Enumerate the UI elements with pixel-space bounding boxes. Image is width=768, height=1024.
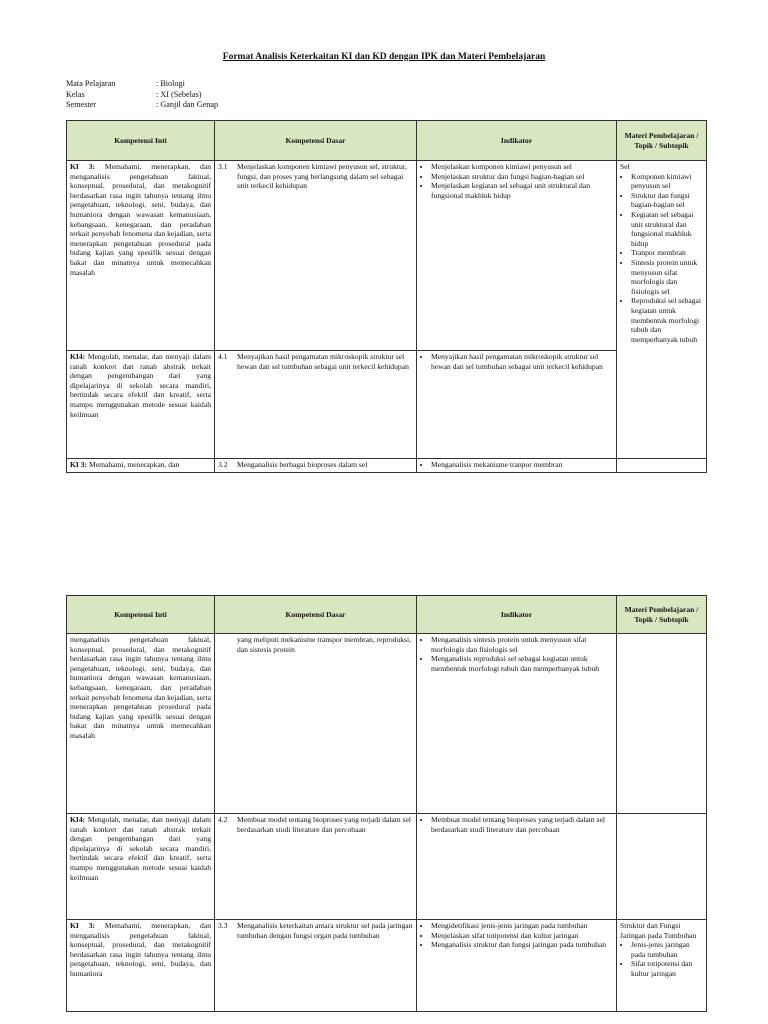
ki-cell <box>67 920 215 1012</box>
indikator-cell <box>417 920 617 1012</box>
header-kompetensi-dasar: Kompetensi Dasar <box>215 121 417 161</box>
ki-code: KI 3: <box>70 921 96 930</box>
table-row <box>67 459 707 473</box>
indikator-item: • Mengidetifikasi jenis-jenis jaringan pada tumbuhan <box>431 921 613 931</box>
kd-text: Menganalisis keterkaitan antara struktur sel pada jaringan tumbuhan dengan fungsi organ pada tumbuhan <box>237 921 413 940</box>
kd-number: 4.1 <box>218 352 228 361</box>
indikator-cell <box>417 351 617 459</box>
page-title: Format Analisis Keterkaitan KI dan KD dengan IPK dan Materi Pembelajaran <box>222 52 546 62</box>
ki-cell <box>67 351 215 459</box>
meta-value: : Biologi <box>156 79 185 88</box>
table-row <box>67 814 707 920</box>
materi-item: • Kegiatan sel sebagai unit struktural dan fungsional makhluk hidup <box>631 210 703 248</box>
ki-text: Mengolah, menalar, dan menyaji dalam ranah konkret dan ranah abstrak terkait dengan pengembangan dari yang dipelajarinya di sekolah secara mandiri, bertindak secara efektif dan kreatif, serta mampu menggunakan metode sesuai kaidah keilmuan <box>70 352 211 419</box>
materi-cell <box>617 920 707 1012</box>
analysis-table-page2 <box>66 595 707 1012</box>
meta-value: : XI (Sebelas) <box>156 89 202 99</box>
kd-number: 3.2 <box>218 460 228 469</box>
indikator-cell <box>417 459 617 473</box>
kd-text: Menjelaskan komponen kimiawi penyusun sel, struktur, fungsi, dan proses yang berlangsung dalam sel sebagai unit terkecil kehidupan <box>237 162 407 191</box>
analysis-table-page1 <box>66 120 707 473</box>
kd-cell <box>215 351 417 459</box>
materi-item: • Reproduksi sel sebagai kegiatan untuk membentuk morfologi tubuh dan memperbanyak tubuh <box>631 296 703 344</box>
materi-cell <box>617 814 707 920</box>
indikator-item: • Menjelaskan komponen kimiawi penyusun sel <box>431 162 613 172</box>
materi-cell <box>617 634 707 814</box>
indikator-item: • Menjelaskan kegiatan sel sebagai unit struktural dan fungsional makhluk hidup <box>431 181 613 200</box>
kd-text: Membuat model tentang bioproses yang terjadi dalam sel berdasarkan studi literature dan percobaan <box>237 815 411 834</box>
meta-row-class <box>66 90 218 101</box>
indikator-item: • Membuat model tentang bioproses yang terjadi dalam sel berdasarkan studi literature dan percobaan <box>431 815 613 834</box>
ki-text: Memahami, menerapkan, dan menganalisis pengetahuan faktual, konseptual, prosedural, dan metakognitif berdasarkan rasa ingin tahunya tentang ilmu pengetahuan, teknologi, seni, budaya, dan humaniora dengan wawasan kemanusiaan, kebangsaan, kenegaraan, dan peradaban terkait penyebab fenomena dan kejadian, serta menerapkan pengetahuan prosedural pada bidang kajian yang spesifik sesuai dengan bakat dan minatnya untuk memecahkan masalah <box>70 162 211 277</box>
kd-number: 3.1 <box>218 162 228 171</box>
ki-code: KI4: <box>70 352 86 361</box>
kd-text: Menyajikan hasil pengamatan mikroskopik struktur sel hewan dan sel tumbuhan sebagai unit terkecil kehidupan <box>237 352 409 371</box>
indikator-cell <box>417 634 617 814</box>
indikator-item: • Menganalisis sintesis protein untuk menyusun sifat morfologis dan fisiologis sel <box>431 635 613 654</box>
materi-heading: Struktur dan Fungsi Jaringan pada Tumbuhan <box>620 921 697 940</box>
ki-code: KI4: <box>70 815 86 824</box>
meta-label: Kelas <box>66 89 85 99</box>
ki-text: menganalisis pengetahuan faktual, konseptual, prosedural, dan metakognitif berdasarkan rasa ingin tahunya tentang ilmu pengetahuan, teknologi, seni, budaya, dan humaniora dengan wawasan kemanusiaan, kebangsaan, kenegaraan, dan peradaban terkait penyebab fenomena dan kejadian, serta menerapkan pengetahuan prosedural pada bidang kajian yang spesifik sesuai dengan bakat dan minatnya untuk memecahkan masalah <box>70 635 211 740</box>
table-row <box>67 634 707 814</box>
header-kompetensi-dasar: Kompetensi Dasar <box>215 596 417 634</box>
ki-cell <box>67 634 215 814</box>
materi-item: • Struktur dan fungsi bagian-bagian sel <box>631 191 703 210</box>
indikator-item: • Menganalisis struktur dan fungsi jaringan pada tumbuhan <box>431 940 613 950</box>
meta-label: Semester <box>66 100 97 109</box>
ki-code: KI 3: <box>70 460 88 469</box>
ki-code: KI 3: <box>70 162 96 171</box>
kd-cell <box>215 814 417 920</box>
kd-number: 4.2 <box>218 815 228 824</box>
indikator-item: • Menjelaskan struktur dan fungsi bagian-bagian sel <box>431 172 613 182</box>
materi-cell <box>617 161 707 459</box>
header-materi: Materi Pembelajaran / Topik / Subtopik <box>617 121 707 161</box>
kd-text: Menganalisis berbagai bioproses dalam sel <box>237 460 368 469</box>
header-indikator: Indikator <box>417 596 617 634</box>
table-row <box>67 920 707 1012</box>
ki-text: Mengolah, menalar, dan menyaji dalam ranah konkret dan ranah abstrak terkait dengan pengembangan dari yang dipelajarinya di sekolah secara mandiri, bertindak secara efektif dan kreatif, serta mampu menggunakan metode sesuai kaidah keilmuan <box>70 815 211 882</box>
materi-item: • Komponen kimiawi penyusun sel <box>631 172 703 191</box>
indikator-cell <box>417 814 617 920</box>
materi-item: • Tranpor membran <box>631 248 703 258</box>
ki-text: Memahami, menerapkan, dan <box>89 460 180 469</box>
ki-cell <box>67 459 215 473</box>
header-indikator: Indikator <box>417 121 617 161</box>
meta-value: : Ganjil dan Genap <box>156 100 219 109</box>
kd-number: 3.3 <box>218 921 228 930</box>
subject-info <box>66 79 218 111</box>
header-kompetensi-inti: Kompetensi Inti <box>67 596 215 634</box>
indikator-item: • Menyajikan hasil pengamatan mikroskopik struktur sel hewan dan sel tumbuhan sebagai unit terkecil kehidupan <box>431 352 613 371</box>
indikator-item: • Menjelaskan sifat totipotensi dan kultur jaringan <box>431 931 613 941</box>
table-header-row <box>67 121 707 161</box>
header-kompetensi-inti: Kompetensi Inti <box>67 121 215 161</box>
indikator-cell <box>417 161 617 351</box>
materi-item: • Sintesis protein untuk menyusun sifat morfologis dan fisiologis sel <box>631 258 703 296</box>
kd-cell <box>215 161 417 351</box>
kd-cell <box>215 920 417 1012</box>
ki-cell <box>67 161 215 351</box>
kd-cell <box>215 459 417 473</box>
materi-cell <box>617 459 707 473</box>
materi-item: • Sifat totipotensi dan kultur jaringan <box>631 959 703 978</box>
table-row <box>67 161 707 351</box>
ki-text: Memahami, menerapkan, dan menganalisis pengetahuan faktual, konseptual, prosedural, dan metakognitif berdasarkan rasa ingin tahunya tentang ilmu pengetahuan, teknologi, seni, budaya, dan humaniora <box>70 921 211 978</box>
table-row <box>67 351 707 459</box>
materi-item: • Jenis-jenis jaringan pada tumbuhan <box>631 940 703 959</box>
kd-text: yang meliputi mekanisme transpor membran, reproduksi, dan sistesis protein <box>237 635 411 654</box>
indikator-item: • Menganalisis mekanisme tranpor membran <box>431 460 613 470</box>
ki-cell <box>67 814 215 920</box>
materi-heading: Sel <box>620 162 630 171</box>
kd-number-spacer <box>218 635 237 654</box>
kd-cell <box>215 634 417 814</box>
meta-label: Mata Pelajaran <box>66 79 116 88</box>
meta-row-subject <box>66 79 218 90</box>
indikator-item: • Menganalisis reproduksi sel sebagai kegiatan untuk membentuk morfologi tubuh dan memperbanyak tubuh <box>431 654 613 673</box>
table-header-row <box>67 596 707 634</box>
header-materi: Materi Pembelajaran / Topik / Subtopik <box>617 596 707 634</box>
meta-row-semester <box>66 100 218 111</box>
